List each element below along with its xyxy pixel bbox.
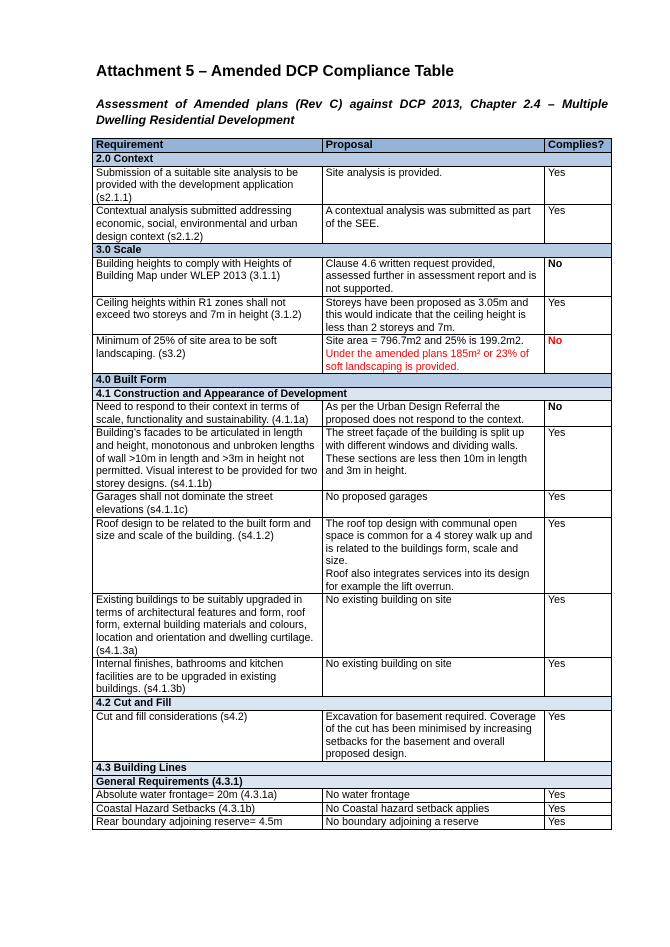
subsection-row-general bbox=[93, 775, 612, 789]
header-proposal: Proposal bbox=[322, 139, 544, 153]
section-heading: 3.0 Scale bbox=[93, 244, 612, 258]
proposal-cell: No water frontage bbox=[322, 789, 544, 803]
requirement-cell: Minimum of 25% of site area to be soft landscaping. (s3.2) bbox=[93, 335, 323, 374]
table-row bbox=[93, 401, 612, 427]
complies-cell: Yes bbox=[545, 802, 612, 816]
requirement-cell: Rear boundary adjoining reserve= 4.5m bbox=[93, 816, 323, 830]
complies-cell: Yes bbox=[545, 296, 612, 335]
proposal-text: Site area = 796.7m2 and 25% is 199.2m2. bbox=[325, 335, 524, 348]
requirement-cell: Need to respond to their context in terms of scale, functionality and sustainability. (4.1.1a) bbox=[93, 401, 323, 427]
requirement-cell: Ceiling heights within R1 zones shall not exceed two storeys and 7m in height (3.1.2) bbox=[93, 296, 323, 335]
table-row bbox=[93, 427, 612, 491]
proposal-cell: No proposed garages bbox=[322, 491, 544, 517]
proposal-cell bbox=[322, 517, 544, 594]
table-row bbox=[93, 594, 612, 658]
complies-cell: Yes bbox=[545, 166, 612, 205]
requirement-cell: Roof design to be related to the built form and size and scale of the building. (s4.1.2) bbox=[93, 517, 323, 594]
complies-cell: Yes bbox=[545, 710, 612, 761]
section-row-context bbox=[93, 153, 612, 167]
complies-cell: Yes bbox=[545, 517, 612, 594]
table-header-row bbox=[93, 139, 612, 153]
document-title: Attachment 5 – Amended DCP Compliance Table bbox=[96, 63, 455, 80]
subsection-row-building-lines bbox=[93, 761, 612, 775]
proposal-cell: No boundary adjoining a reserve bbox=[322, 816, 544, 830]
complies-cell: No bbox=[545, 335, 612, 374]
proposal-cell: Storeys have been proposed as 3.05m and this would indicate that the ceiling height is less than 2 storeys and 7m. bbox=[322, 296, 544, 335]
table-row bbox=[93, 257, 612, 296]
table-row bbox=[93, 517, 612, 594]
section-heading: 2.0 Context bbox=[93, 153, 612, 167]
table-row bbox=[93, 816, 612, 830]
table-row bbox=[93, 205, 612, 244]
table-row bbox=[93, 658, 612, 697]
proposal-cell bbox=[322, 335, 544, 374]
table-row bbox=[93, 491, 612, 517]
table-row bbox=[93, 802, 612, 816]
subsection-heading: 4.2 Cut and Fill bbox=[93, 696, 612, 710]
table-row bbox=[93, 789, 612, 803]
requirement-cell: Building heights to comply with Heights of Building Map under WLEP 2013 (3.1.1) bbox=[93, 257, 323, 296]
proposal-cell: No Coastal hazard setback applies bbox=[322, 802, 544, 816]
subsection-row-construction bbox=[93, 387, 612, 401]
complies-cell: Yes bbox=[545, 205, 612, 244]
complies-cell: Yes bbox=[545, 789, 612, 803]
requirement-cell: Existing buildings to be suitably upgraded in terms of architectural features and form, roof form, external building materials and colours, location and orientation and dwelling curtilage. (s4.1.3a) bbox=[93, 594, 323, 658]
proposal-cell: No existing building on site bbox=[322, 594, 544, 658]
requirement-cell: Cut and fill considerations (s4.2) bbox=[93, 710, 323, 761]
proposal-text-2: Roof also integrates services into its design for example the lift overrun. bbox=[325, 568, 530, 593]
requirement-cell: Building’s facades to be articulated in length and height, monotonous and unbroken lengths of wall >10m in length and >3m in height not permitted. Visual interest to be provided for two storey designs. (s4.1.1b) bbox=[93, 427, 323, 491]
header-complies: Complies? bbox=[545, 139, 612, 153]
requirement-cell: Internal finishes, bathrooms and kitchen facilities are to be upgraded in existing buildings. (s4.1.3b) bbox=[93, 658, 323, 697]
subsection-heading: General Requirements (4.3.1) bbox=[93, 775, 612, 789]
requirement-cell: Contextual analysis submitted addressing economic, social, environmental and urban design context (s2.1.2) bbox=[93, 205, 323, 244]
proposal-cell: A contextual analysis was submitted as part of the SEE. bbox=[322, 205, 544, 244]
table-row bbox=[93, 296, 612, 335]
header-requirement: Requirement bbox=[93, 139, 323, 153]
subsection-row-cut-fill bbox=[93, 696, 612, 710]
subsection-heading: 4.3 Building Lines bbox=[93, 761, 612, 775]
compliance-table bbox=[92, 138, 612, 830]
complies-cell: Yes bbox=[545, 816, 612, 830]
complies-cell: Yes bbox=[545, 594, 612, 658]
proposal-cell: Clause 4.6 written request provided, assessed further in assessment report and is not supported. bbox=[322, 257, 544, 296]
table-row bbox=[93, 710, 612, 761]
section-row-scale bbox=[93, 244, 612, 258]
section-heading: 4.0 Built Form bbox=[93, 374, 612, 388]
requirement-cell: Garages shall not dominate the street elevations (s4.1.1c) bbox=[93, 491, 323, 517]
complies-cell: No bbox=[545, 257, 612, 296]
proposal-cell: Excavation for basement required. Coverage of the cut has been minimised by increasing setbacks for the basement and overall proposed design. bbox=[322, 710, 544, 761]
amended-proposal-text: Under the amended plans 185m² or 23% of soft landscaping is provided. bbox=[325, 347, 529, 373]
complies-cell: Yes bbox=[545, 491, 612, 517]
complies-cell: Yes bbox=[545, 427, 612, 491]
requirement-cell: Coastal Hazard Setbacks (4.3.1b) bbox=[93, 802, 323, 816]
proposal-text: The roof top design with communal open space is common for a 4 storey walk up and is related to the buildings form, scale and size. bbox=[325, 517, 533, 568]
complies-cell: No bbox=[545, 401, 612, 427]
complies-cell: Yes bbox=[545, 658, 612, 697]
table-row bbox=[93, 166, 612, 205]
proposal-cell: Site analysis is provided. bbox=[322, 166, 544, 205]
document-subtitle: Assessment of Amended plans (Rev C) against DCP 2013, Chapter 2.4 – Multiple Dwelling Residential Development bbox=[96, 97, 608, 127]
section-row-built-form bbox=[93, 374, 612, 388]
proposal-cell: No existing building on site bbox=[322, 658, 544, 697]
proposal-cell: As per the Urban Design Referral the proposed does not respond to the context. bbox=[322, 401, 544, 427]
requirement-cell: Submission of a suitable site analysis to be provided with the development application (s2.1.1) bbox=[93, 166, 323, 205]
proposal-cell: The street façade of the building is split up with different windows and dividing walls. These sections are less then 10m in length and 3m in height. bbox=[322, 427, 544, 491]
requirement-cell: Absolute water frontage= 20m (4.3.1a) bbox=[93, 789, 323, 803]
subsection-heading: 4.1 Construction and Appearance of Development bbox=[93, 387, 612, 401]
table-row bbox=[93, 335, 612, 374]
